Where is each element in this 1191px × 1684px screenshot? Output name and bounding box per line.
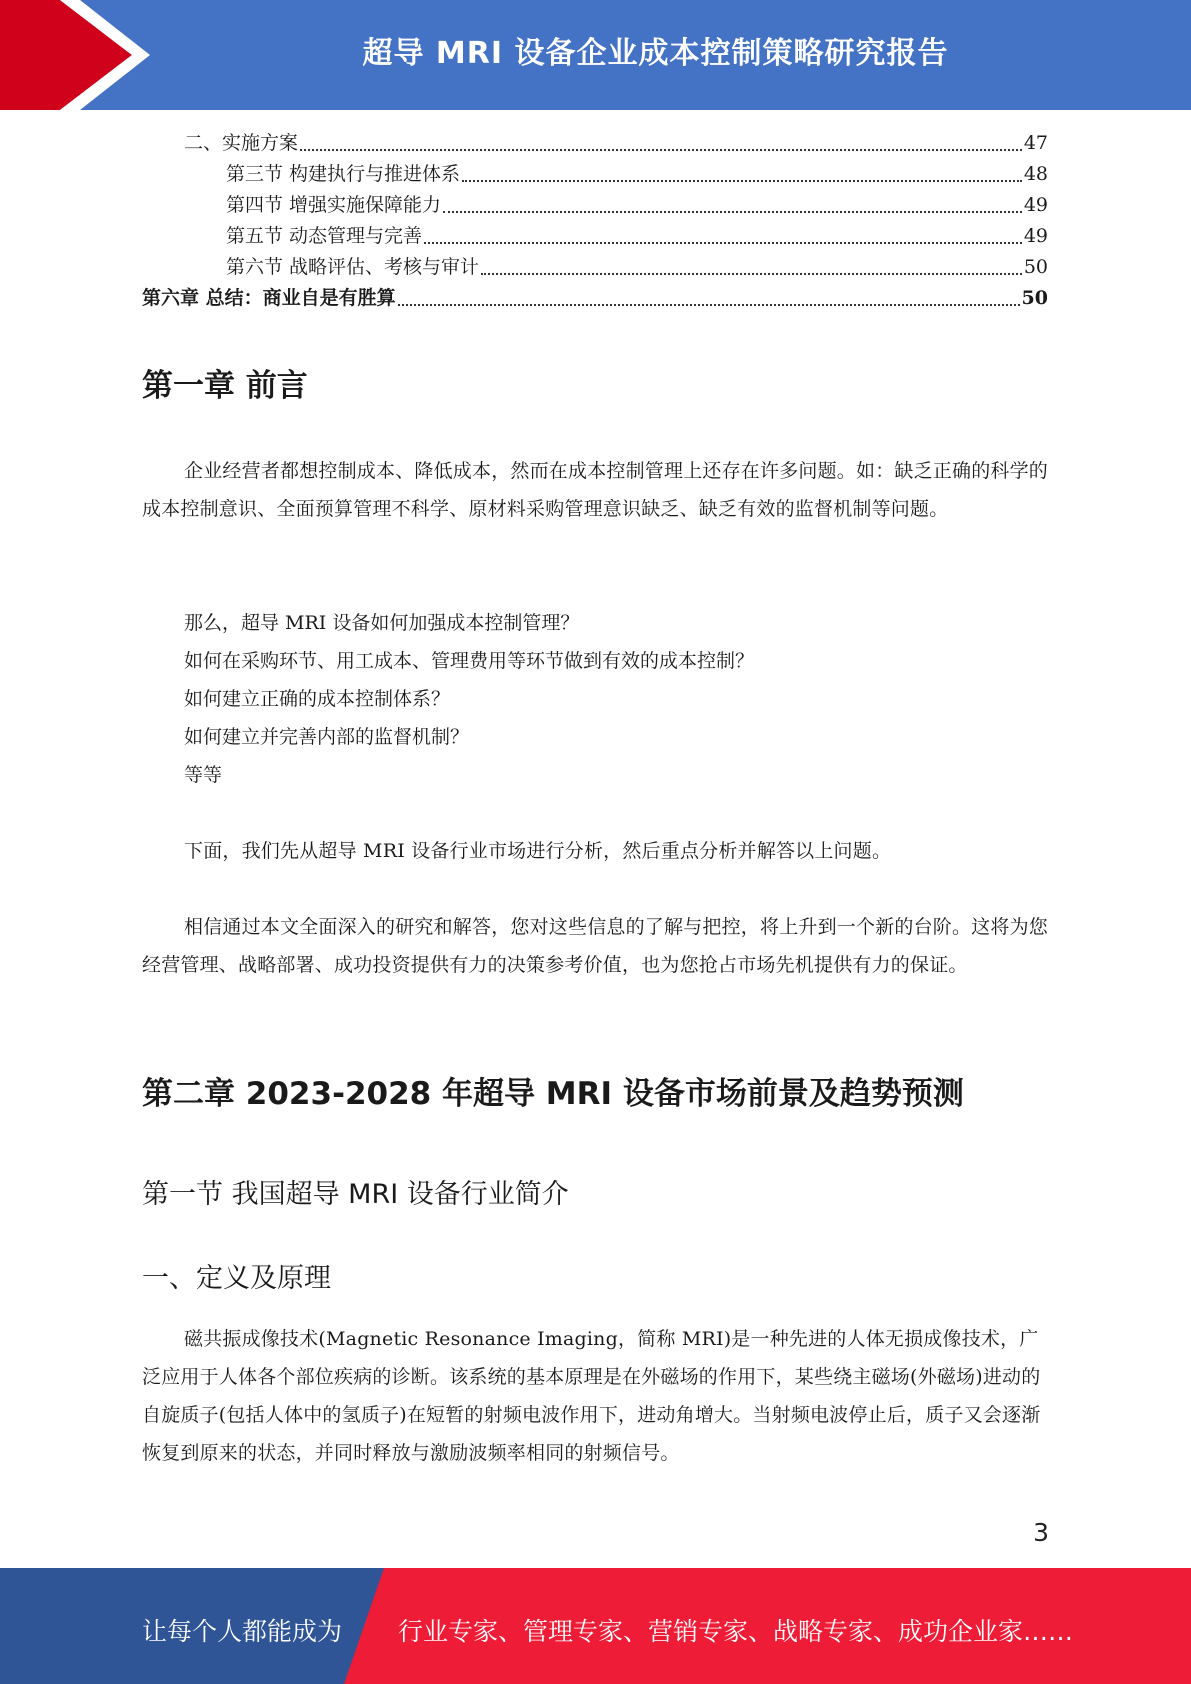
- question-item: 那么，超导 MRI 设备如何加强成本控制管理？: [184, 612, 580, 634]
- toc-dot-leader: [462, 180, 1022, 182]
- chapter2-heading: 第二章 2023-2028 年超导 MRI 设备市场前景及趋势预测: [142, 1076, 964, 1112]
- question-list: [184, 604, 754, 794]
- table-of-contents: [142, 128, 1048, 314]
- toc-entry-title: 第六章 总结：商业自是有胜算: [142, 287, 396, 309]
- toc-entry[interactable]: [142, 221, 1048, 252]
- toc-dot-leader: [300, 149, 1022, 151]
- toc-dot-leader: [481, 273, 1022, 275]
- question-item: 如何建立并完善内部的监督机制？: [184, 726, 470, 748]
- toc-entry-title: 第四节 增强实施保障能力: [226, 194, 442, 216]
- toc-entry[interactable]: [142, 283, 1048, 314]
- toc-entry-title: 第三节 构建执行与推进体系: [226, 163, 461, 185]
- report-title: 超导 MRI 设备企业成本控制策略研究报告: [362, 36, 949, 71]
- toc-dot-leader: [424, 242, 1022, 244]
- toc-entry-page: 50: [1021, 287, 1048, 309]
- toc-entry-title: 二、实施方案: [184, 132, 299, 154]
- toc-dot-leader: [443, 211, 1022, 213]
- toc-entry-page: 49: [1023, 225, 1048, 247]
- toc-entry[interactable]: [142, 252, 1048, 283]
- section-heading: 第一节 我国超导 MRI 设备行业简介: [142, 1179, 569, 1210]
- toc-entry-title: 第六节 战略评估、考核与审计: [226, 256, 480, 278]
- chapter1-intro-paragraph: 企业经营者都想控制成本、降低成本，然而在成本控制管理上还存在许多问题。如：缺乏正确的科学的成本控制意识、全面预算管理不科学、原材料采购管理意识缺乏、缺乏有效的监督机制等问题。: [142, 460, 1049, 520]
- subsection-heading: 一、定义及原理: [142, 1263, 331, 1294]
- toc-entry-page: 50: [1023, 256, 1048, 278]
- question-item: 等等: [184, 764, 223, 786]
- page-number: 3: [1033, 1518, 1049, 1547]
- footer-slogan: 让每个人都能成为: [142, 1617, 343, 1646]
- toc-entry[interactable]: [142, 190, 1048, 221]
- page-footer: [0, 1568, 1191, 1684]
- toc-entry-page: 48: [1023, 163, 1048, 185]
- toc-dot-leader: [398, 304, 1020, 306]
- question-item: 如何在采购环节、用工成本、管理费用等环节做到有效的成本控制？: [184, 650, 755, 672]
- toc-entry-page: 49: [1023, 194, 1048, 216]
- definition-paragraph: 磁共振成像技术(Magnetic Resonance Imaging，简称 MRI)是一种先进的人体无损成像技术，广泛应用于人体各个部位疾病的诊断。该系统的基本原理是在外磁场的作用下，某些绕主磁场(外磁场)进动的自旋质子(包括人体中的氢质子)在短暂的射频电波作用下，进动角增大。当射频电波停止后，质子又会逐渐恢复到原来的状态，并同时释放与激励波频率相同的射频信号。: [142, 1328, 1041, 1464]
- toc-entry[interactable]: [142, 128, 1048, 159]
- footer-roles: 行业专家、管理专家、营销专家、战略专家、成功企业家……: [398, 1617, 1074, 1646]
- toc-entry-page: 47: [1023, 132, 1048, 154]
- toc-entry[interactable]: [142, 159, 1048, 190]
- page-content: [142, 128, 1049, 1464]
- toc-entry-title: 第五节 动态管理与完善: [226, 225, 423, 247]
- chapter1-heading: 第一章 前言: [142, 368, 308, 404]
- chapter1-analysis-paragraph: 下面，我们先从超导 MRI 设备行业市场进行分析，然后重点分析并解答以上问题。: [184, 840, 892, 862]
- question-item: 如何建立正确的成本控制体系？: [184, 688, 451, 710]
- page-header: [0, 0, 1191, 110]
- chapter1-closing-paragraph: 相信通过本文全面深入的研究和解答，您对这些信息的了解与把控，将上升到一个新的台阶。这将为您经营管理、战略部署、成功投资提供有力的决策参考价值，也为您抢占市场先机提供有力的保证。: [142, 916, 1049, 976]
